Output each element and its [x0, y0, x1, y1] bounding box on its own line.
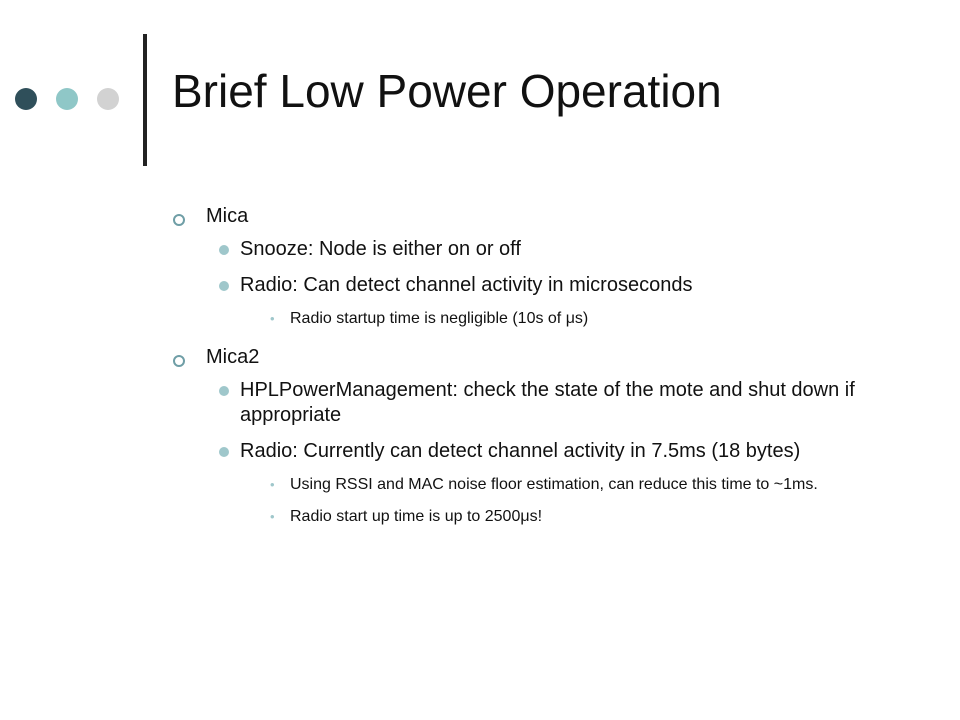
subsubbullet-rssi	[256, 475, 912, 496]
dot-bullet-icon	[219, 281, 229, 291]
dot-bullet-icon	[219, 386, 229, 396]
bullet-text: Radio startup time is negligible (10s of μs)	[290, 310, 589, 327]
bullet-text: Mica	[206, 205, 249, 227]
bullet-text: Snooze: Node is either on or off	[240, 238, 521, 260]
bullet-text: Radio: Currently can detect channel activity in 7.5ms (18 bytes)	[240, 439, 801, 462]
subbullet-radio-mica	[206, 273, 912, 298]
slide-body	[172, 204, 912, 538]
dot-bullet-icon	[219, 447, 229, 457]
slide-title: Brief Low Power Operation	[172, 65, 722, 117]
bullet-text: Mica2	[206, 345, 260, 368]
bullet-mica	[172, 204, 912, 229]
subbullet-hplpower	[206, 378, 912, 428]
subbullet-snooze	[206, 237, 912, 262]
decor-dot-gray	[97, 88, 119, 110]
title-rule	[143, 34, 147, 166]
bullet-text: Radio: Can detect channel activity in microseconds	[240, 274, 693, 296]
subsubbullet-radio-startup	[256, 309, 912, 330]
bullet-text: Using RSSI and MAC noise floor estimation, can reduce this time to ~1ms.	[290, 475, 818, 493]
ring-bullet-icon	[172, 350, 186, 364]
decor-dot-dark	[15, 88, 37, 110]
decor-dot-teal	[56, 88, 78, 110]
subsubbullet-startup-2500	[256, 507, 912, 528]
bullet-mica2	[172, 345, 912, 370]
bullet-text: Radio start up time is up to 2500μs!	[290, 507, 543, 525]
bullet-text: HPLPowerManagement: check the state of the mote and shut down if appropriate	[240, 378, 855, 426]
small-dot-bullet-icon: •	[270, 311, 275, 326]
dot-bullet-icon	[219, 245, 229, 255]
small-dot-bullet-icon: •	[270, 476, 275, 492]
small-dot-bullet-icon: •	[270, 508, 275, 524]
ring-bullet-icon	[172, 209, 186, 223]
subbullet-radio-mica2	[206, 439, 912, 464]
